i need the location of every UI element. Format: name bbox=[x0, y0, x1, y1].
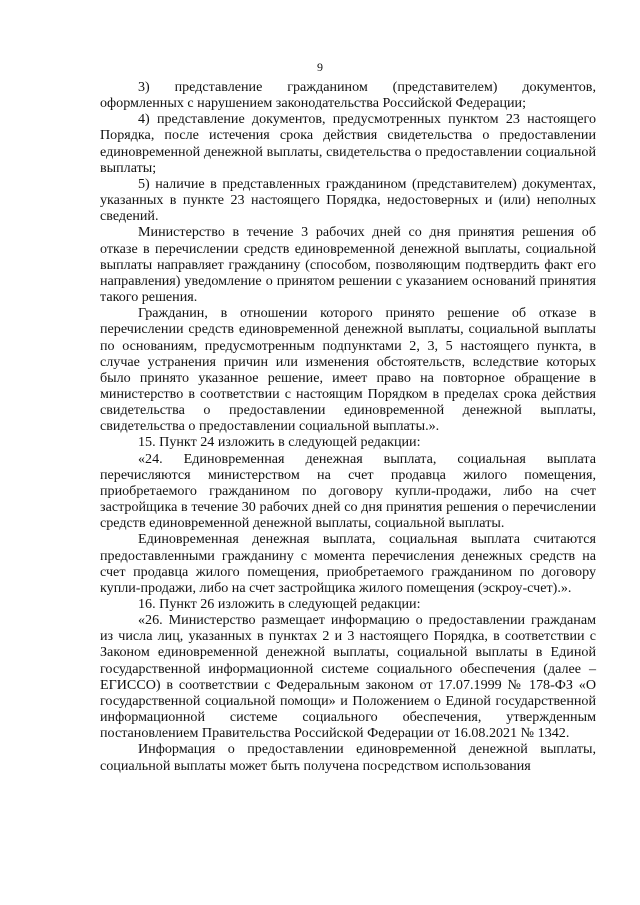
paragraph: Гражданин, в отношении которого принято решение об отказе в перечислении средств единовременной денежной выплаты, социальной выплаты по основаниям, предусмотренным подпунктами 2, 3, 5 настоящего пункта, в случае устранения причин или изменения обстоятельств, вследствие которых было принято указанное решение, имеет право на повторное обращение в министерство в соответствии с настоящим Порядком в пределах срока действия свидетельства о предоставлении единовременной денежной выплаты, свидетельства о предоставлении социальной выплаты.». bbox=[100, 305, 596, 435]
paragraph: 3) представление гражданином (представителем) документов, оформленных с нарушением законодательства Российской Федерации; bbox=[100, 79, 596, 112]
paragraph: Информация о предоставлении единовременной денежной выплаты, социальной выплаты может быть получена посредством использования bbox=[100, 741, 596, 774]
paragraph: Министерство в течение 3 рабочих дней со дня принятия решения об отказе в перечислении средств единовременной денежной выплаты, социальной выплаты направляет гражданину (способом, позволяющим подтвердить факт его направления) уведомление о принятом решении с указанием оснований принятия такого решения. bbox=[100, 224, 596, 306]
paragraph: 16. Пункт 26 изложить в следующей редакции: bbox=[138, 596, 421, 612]
paragraph: 15. Пункт 24 изложить в следующей редакции: bbox=[138, 434, 421, 451]
paragraph: «24. Единовременная денежная выплата, социальная выплата перечисляются министерством на счет продавца жилого помещения, приобретаемого гражданином по договору купли-продажи, либо на счет застройщика в течение 30 рабочих дней со дня принятия решения о перечислении средств единовременной денежной выплаты, социальной выплаты. bbox=[100, 450, 596, 532]
paragraph: Единовременная денежная выплата, социальная выплата считаются предоставленными гражданину с момента перечисления денежных средств на счет продавца жилого помещения, приобретаемого гражданином по договору купли-продажи, либо на счет застройщика жилого помещения (эскроу-счет).». bbox=[100, 531, 596, 596]
document-body bbox=[100, 79, 596, 774]
paragraph: 4) представление документов, предусмотренных пунктом 23 настоящего Порядка, после истечения срока действия свидетельства о предоставлении единовременной денежной выплаты, свидетельства о предоставлении социальной выплаты; bbox=[100, 111, 596, 176]
paragraph: 5) наличие в представленных гражданином (представителем) документах, указанных в пункте 23 настоящего Порядка, недостоверных и (или) неполных сведений. bbox=[100, 175, 596, 225]
paragraph: «26. Министерство размещает информацию о предоставлении гражданам из числа лиц, указанных в пунктах 2 и 3 настоящего Порядка, в соответствии с Законом единовременной денежной выплаты, социальной выплаты в Единой государственной информационной системе социального обеспечения (далее – ЕГИССО) в соответствии с Федеральным законом от 17.07.1999 № 178-ФЗ «О государственной социальной помощи» и Положением о Единой государственной информационной системе социального обеспечения, утвержденным постановлением Правительства Российской Федерации от 16.08.2021 № 1342. bbox=[100, 612, 596, 742]
page-number: 9 bbox=[317, 60, 323, 74]
